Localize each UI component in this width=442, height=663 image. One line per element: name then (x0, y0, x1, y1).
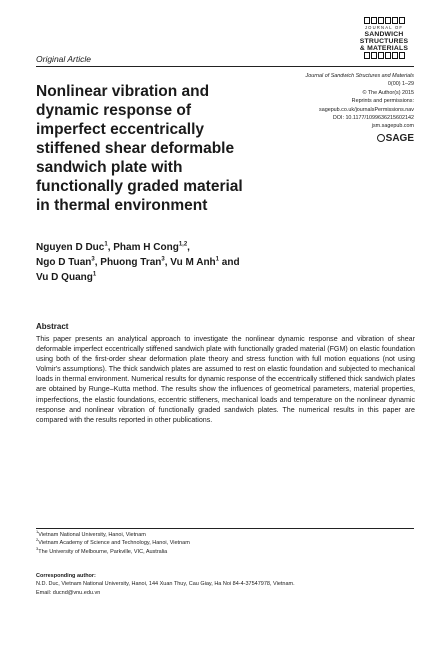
permissions-link[interactable]: sagepub.co.uk/journalsPermissions.nav (319, 106, 414, 113)
corresponding-email[interactable]: Email: ducnd@vnu.edu.vn (36, 589, 101, 596)
author-affiliation-mark: 3 (161, 256, 165, 263)
reprints: Reprints and permissions: (351, 98, 414, 105)
journal-logo (354, 17, 414, 59)
abstract-heading: Abstract (36, 322, 69, 331)
footnote-divider (36, 528, 414, 529)
affiliation-number: 3 (36, 545, 39, 551)
publisher-logo (372, 133, 414, 144)
author-name: Pham H Cong (113, 242, 179, 253)
author-affiliation-mark: 1 (104, 241, 108, 248)
affiliation-item (36, 539, 414, 547)
sage-mark-icon (377, 134, 385, 142)
affiliation-text: The University of Melbourne, Parkville, VIC, Australia (38, 548, 168, 555)
copyright: © The Author(s) 2015 (362, 89, 414, 96)
header-divider (36, 66, 414, 67)
affiliation-text: Vietnam Academy of Science and Technology, Hanoi, Vietnam (38, 540, 190, 547)
author-name: Vu M Anh (170, 257, 216, 268)
affiliation-number: 2 (36, 537, 39, 543)
logo-line-3: STRUCTURES (359, 38, 409, 45)
publisher-name: SAGE (385, 133, 414, 144)
logo-line-4: & MATERIALS (359, 45, 409, 52)
affiliation-item (36, 531, 414, 539)
corresponding-heading: Corresponding author: (36, 573, 96, 579)
paper-title: Nonlinear vibration and dynamic response of imperfect eccentrically stiffened shear deformable sandwich plate with functionally graded material in thermal environment (36, 83, 243, 214)
affiliation-number: 1 (36, 529, 39, 535)
author-affiliation-mark: 1,2 (178, 241, 188, 248)
author-name: Vu D Quang (36, 272, 93, 283)
article-type: Original Article (36, 54, 91, 64)
author-name: Ngo D Tuan (36, 257, 92, 268)
journal-name: Journal of Sandwich Structures and Materials (305, 73, 414, 79)
logo-top-bars (354, 17, 414, 24)
abstract-text: This paper presents an analytical approach to investigate the nonlinear dynamic response and vibration of shear deformable imperfect eccentrically stiffened sandwich plate with functionally graded material (FGM) on elastic foundation using both of the first-order shear deformation plate theory and stress function with full motion equations (not using Volmir's assumptions). The thick sandwich plates are assumed to rest on elastic foundation and subjected to mechanical loads in thermal environment. Numerical results for dynamic response of the eccentrically stiffened thick sandwich plates are obtained by Runge–Kutta method. The results show the influences of geometrical parameters, material properties, imperfections, the elastic foundations, eccentric stiffeners, mechanical loads and temperature on the nonlinear dynamic response and nonlinear vibration of functionally graded sandwich plates. The numerical results in this paper are compared with the results reported in other publications. (36, 335, 415, 424)
author-affiliation-mark: 3 (91, 256, 95, 263)
affiliation-text: Vietnam National University, Hanoi, Vietnam (38, 532, 146, 538)
journal-info (250, 72, 414, 131)
affiliations (36, 531, 414, 556)
author-list: Nguyen D Duc$^1$, Pham H Cong$^{1,2}$, Ngo D Tuan$^3$, Phuong Tran$^3$, Vu M Anh$^1$ and Vu D Quang$^1$ (36, 241, 240, 283)
logo-line-2: SANDWICH (364, 31, 404, 38)
affiliation-item (36, 545, 414, 556)
author-name: Phuong Tran (100, 257, 162, 268)
journal-site-link[interactable]: jsm.sagepub.com (371, 123, 414, 130)
doi[interactable]: DOI: 10.1177/1099636215602142 (332, 115, 414, 122)
corresponding-address: N.D. Duc, Vietnam National University, Hanoi, 144 Xuan Thuy, Cau Giay, Ha Noi 84-4-37547978, Vietnam. (36, 581, 295, 588)
logo-line-1: JOURNAL OF (364, 25, 404, 30)
author-affiliation-mark: 1 (92, 271, 97, 278)
corresponding-author (36, 572, 414, 597)
author-affiliation-mark: 1 (215, 256, 220, 263)
logo-bottom-bars (354, 52, 414, 59)
author-name: Nguyen D Duc (36, 242, 105, 253)
volume: 0(00) 1–29 (387, 81, 414, 88)
